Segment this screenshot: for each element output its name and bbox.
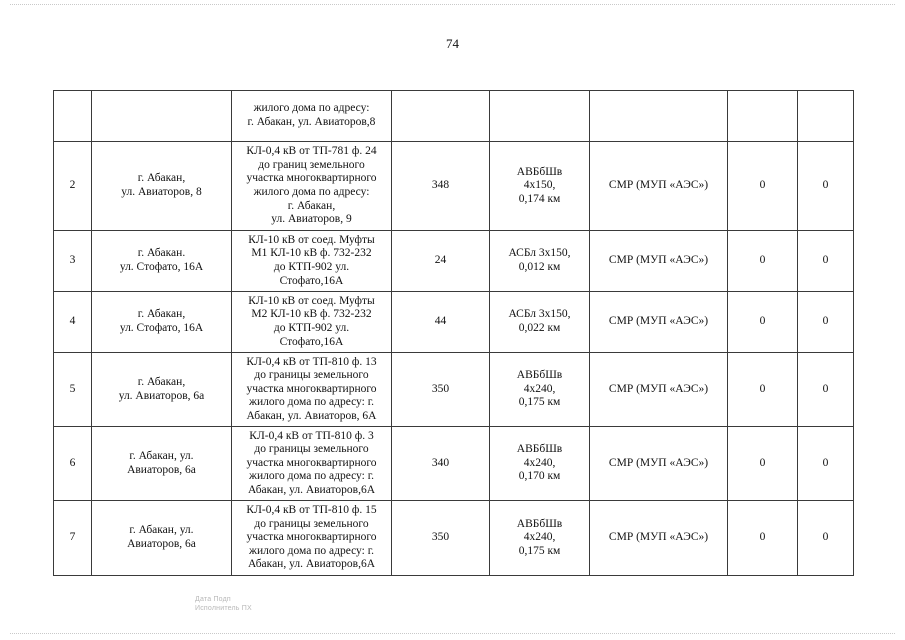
page-number: 74 [446, 36, 459, 51]
cable-spec: АСБл 3х150, 0,022 км [490, 292, 590, 353]
works-type: СМР (МУП «АЭС») [590, 353, 728, 427]
cable-spec: АВБбШв 4х240, 0,175 км [490, 353, 590, 427]
cable-line-description: КЛ-0,4 кВ от ТП-810 ф. 13 до границы земельного участка многоквартирного жилого дома по адресу: г. Абакан, ул. Авиаторов, 6А [232, 353, 392, 427]
line-length: 350 [392, 501, 490, 576]
table-row [54, 427, 854, 501]
cable-line-description: жилого дома по адресу: г. Абакан, ул. Авиаторов,8 [232, 91, 392, 142]
works-type: СМР (МУП «АЭС») [590, 501, 728, 576]
line-length: 44 [392, 292, 490, 353]
cable-line-description: КЛ-0,4 кВ от ТП-781 ф. 24 до границ земельного участка многоквартирного жилого дома по адресу: г. Абакан, ул. Авиаторов, 9 [232, 142, 392, 231]
object-address: г. Абакан, ул. Авиаторов, 6а [92, 501, 232, 576]
table-row [54, 353, 854, 427]
line-length: 24 [392, 231, 490, 292]
object-address [92, 91, 232, 142]
row-number: 7 [54, 501, 92, 576]
works-type [590, 91, 728, 142]
value-col7: 0 [728, 353, 798, 427]
row-number: 6 [54, 427, 92, 501]
line-length [392, 91, 490, 142]
object-address: г. Абакан, ул. Стофато, 16А [92, 292, 232, 353]
object-address: г. Абакан, ул. Авиаторов, 6а [92, 353, 232, 427]
works-type: СМР (МУП «АЭС») [590, 292, 728, 353]
works-type: СМР (МУП «АЭС») [590, 231, 728, 292]
table-row [54, 501, 854, 576]
value-col8: 0 [798, 501, 854, 576]
table-row [54, 231, 854, 292]
line-length: 340 [392, 427, 490, 501]
table-row [54, 142, 854, 231]
cable-spec: АВБбШв 4х240, 0,170 км [490, 427, 590, 501]
table-row [54, 91, 854, 142]
cable-line-description: КЛ-0,4 кВ от ТП-810 ф. 15 до границы земельного участка многоквартирного жилого дома по адресу: г. Абакан, ул. Авиаторов,6А [232, 501, 392, 576]
cable-spec: АСБл 3х150, 0,012 км [490, 231, 590, 292]
row-number: 5 [54, 353, 92, 427]
works-type: СМР (МУП «АЭС») [590, 427, 728, 501]
object-address: г. Абакан, ул. Авиаторов, 6а [92, 427, 232, 501]
value-col8 [798, 91, 854, 142]
cable-spec [490, 91, 590, 142]
value-col8: 0 [798, 292, 854, 353]
scan-edge-bottom [10, 633, 895, 634]
value-col8: 0 [798, 427, 854, 501]
cable-line-description: КЛ-0,4 кВ от ТП-810 ф. 3 до границы земельного участка многоквартирного жилого дома по адресу: г. Абакан, ул. Авиаторов,6А [232, 427, 392, 501]
cable-line-description: КЛ-10 кВ от соед. Муфты М1 КЛ-10 кВ ф. 732-232 до КТП-902 ул. Стофато,16А [232, 231, 392, 292]
works-type: СМР (МУП «АЭС») [590, 142, 728, 231]
row-number: 2 [54, 142, 92, 231]
row-number: 3 [54, 231, 92, 292]
table-row [54, 292, 854, 353]
line-length: 350 [392, 353, 490, 427]
scan-edge-top [10, 4, 895, 5]
stamp-line: Дата Подп [195, 596, 231, 603]
cable-line-description: КЛ-10 кВ от соед. Муфты М2 КЛ-10 кВ ф. 732-232 до КТП-902 ул. Стофато,16А [232, 292, 392, 353]
line-length: 348 [392, 142, 490, 231]
object-address: г. Абакан, ул. Авиаторов, 8 [92, 142, 232, 231]
value-col7: 0 [728, 427, 798, 501]
stamp [195, 595, 252, 613]
value-col7 [728, 91, 798, 142]
value-col8: 0 [798, 142, 854, 231]
value-col7: 0 [728, 142, 798, 231]
cable-spec: АВБбШв 4х240, 0,175 км [490, 501, 590, 576]
works-table [53, 90, 854, 576]
row-number: 4 [54, 292, 92, 353]
value-col7: 0 [728, 292, 798, 353]
value-col7: 0 [728, 231, 798, 292]
value-col8: 0 [798, 231, 854, 292]
value-col8: 0 [798, 353, 854, 427]
cable-spec: АВБбШв 4х150, 0,174 км [490, 142, 590, 231]
value-col7: 0 [728, 501, 798, 576]
object-address: г. Абакан. ул. Стофато, 16А [92, 231, 232, 292]
row-number [54, 91, 92, 142]
stamp-line: Исполнитель ПХ [195, 605, 252, 612]
